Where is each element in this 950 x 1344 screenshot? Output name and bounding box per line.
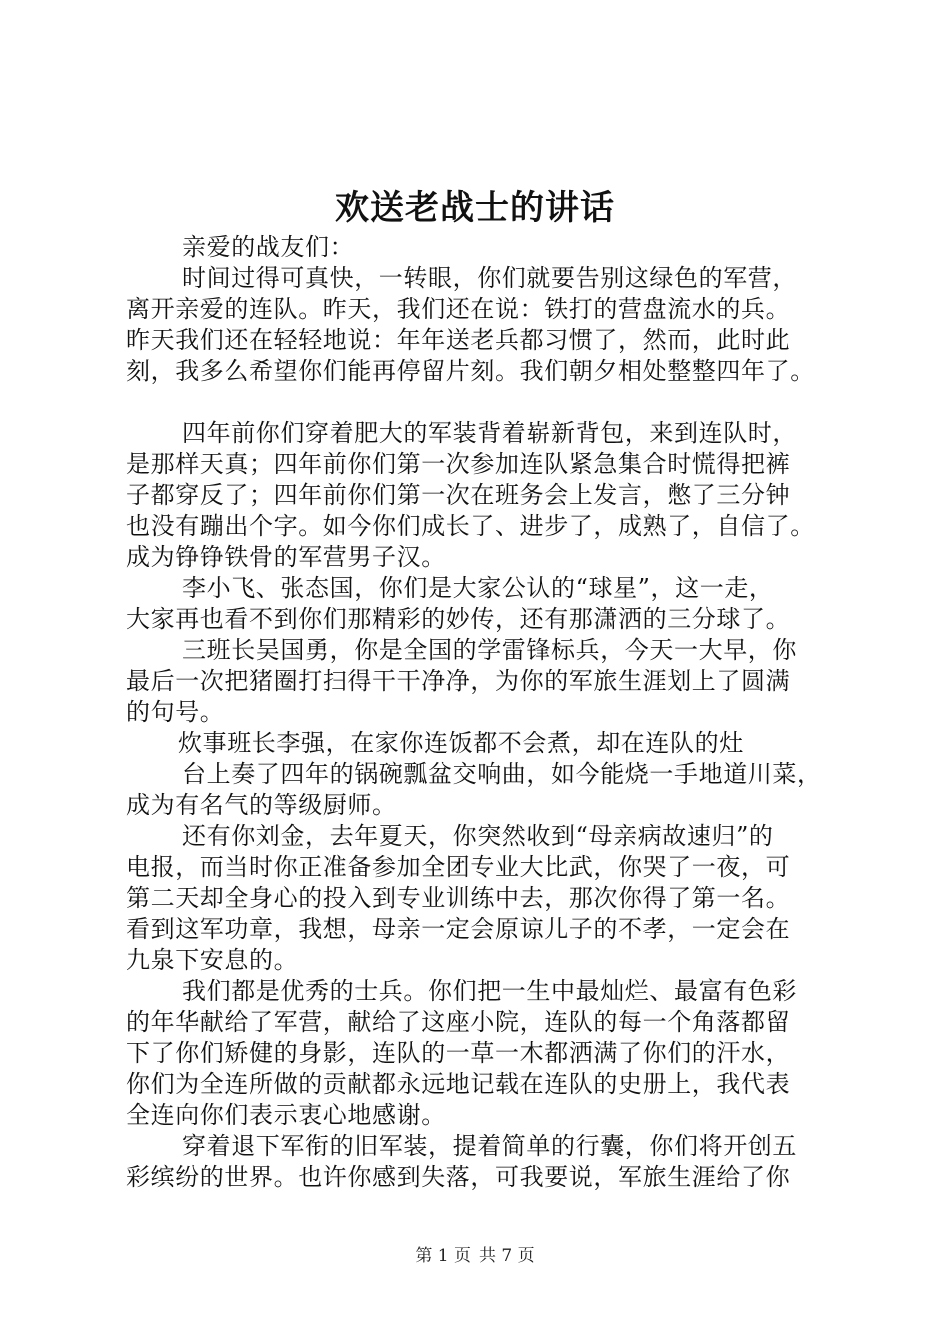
- body-line: 电报，而当时你正准备参加全团专业大比武，你哭了一夜，可: [126, 853, 791, 881]
- salutation-line: 亲爱的战友们：: [182, 233, 355, 261]
- body-line: 的年华献给了军营，献给了这座小院，连队的每一个角落都留: [126, 1008, 791, 1036]
- body-line: 子都穿反了；四年前你们第一次在班务会上发言，憋了三分钟: [126, 481, 791, 509]
- body-line: 大家再也看不到你们那精彩的妙传，还有那潇洒的三分球了。: [126, 605, 791, 633]
- body-line: 是那样天真；四年前你们第一次参加连队紧急集合时慌得把裤: [126, 450, 791, 478]
- body-line: 时间过得可真快，一转眼，你们就要告别这绿色的军营，: [182, 264, 797, 292]
- document-title: 欢送老战士的讲话: [335, 188, 615, 228]
- body-line: 三班长吴国勇，你是全国的学雷锋标兵，今天一大早，你: [182, 636, 797, 664]
- document-body: [126, 232, 838, 1193]
- body-line: 刻，我多么希望你们能再停留片刻。我们朝夕相处整整四年了。: [126, 357, 815, 385]
- body-line: 我们都是优秀的士兵。你们把一生中最灿烂、最富有色彩: [182, 977, 797, 1005]
- paragraph-gap: [126, 387, 838, 418]
- body-line: 台上奏了四年的锅碗瓢盆交响曲，如今能烧一手地道川菜，: [182, 760, 822, 788]
- body-line: 穿着退下军衔的旧军装，提着简单的行囊，你们将开创五: [182, 1132, 797, 1160]
- body-line: 四年前你们穿着肥大的军装背着崭新背包，来到连队时，: [182, 419, 797, 447]
- page-footer: [0, 1244, 950, 1268]
- body-line: 离开亲爱的连队。昨天，我们还在说：铁打的营盘流水的兵。: [126, 295, 791, 323]
- body-line: 看到这军功章，我想，母亲一定会原谅儿子的不孝，一定会在: [126, 915, 791, 943]
- body-line: 还有你刘金，去年夏天，你突然收到“母亲病故速归”的: [182, 822, 774, 850]
- body-line: 炊事班长李强，在家你连饭都不会煮，却在连队的灶: [178, 729, 744, 757]
- body-line: 成为有名气的等级厨师。: [126, 791, 397, 819]
- page-total: 共 7 页: [479, 1246, 535, 1266]
- body-line: 下了你们矫健的身影，连队的一草一木都洒满了你们的汗水，: [126, 1039, 791, 1067]
- body-line: 彩缤纷的世界。也许你感到失落，可我要说，军旅生涯给了你: [126, 1163, 791, 1191]
- body-line: 的句号。: [126, 698, 225, 726]
- body-line: 最后一次把猪圈打扫得干干净净，为你的军旅生涯划上了圆满: [126, 667, 791, 695]
- body-line: 全连向你们表示衷心地感谢。: [126, 1101, 446, 1129]
- page-number: 第 1 页: [415, 1246, 471, 1266]
- body-line: 九泉下安息的。: [126, 946, 299, 974]
- body-line: 你们为全连所做的贡献都永远地记载在连队的史册上，我代表: [126, 1070, 791, 1098]
- body-line: 第二天却全身心的投入到专业训练中去，那次你得了第一名。: [126, 884, 791, 912]
- body-line: 也没有蹦出个字。如今你们成长了、进步了，成熟了，自信了。: [126, 512, 815, 540]
- body-line: 昨天我们还在轻轻地说：年年送老兵都习惯了，然而，此时此: [126, 326, 791, 354]
- body-line: 成为铮铮铁骨的军营男子汉。: [126, 543, 446, 571]
- body-line: 李小飞、张态国，你们是大家公认的“球星”，这一走，: [182, 574, 774, 602]
